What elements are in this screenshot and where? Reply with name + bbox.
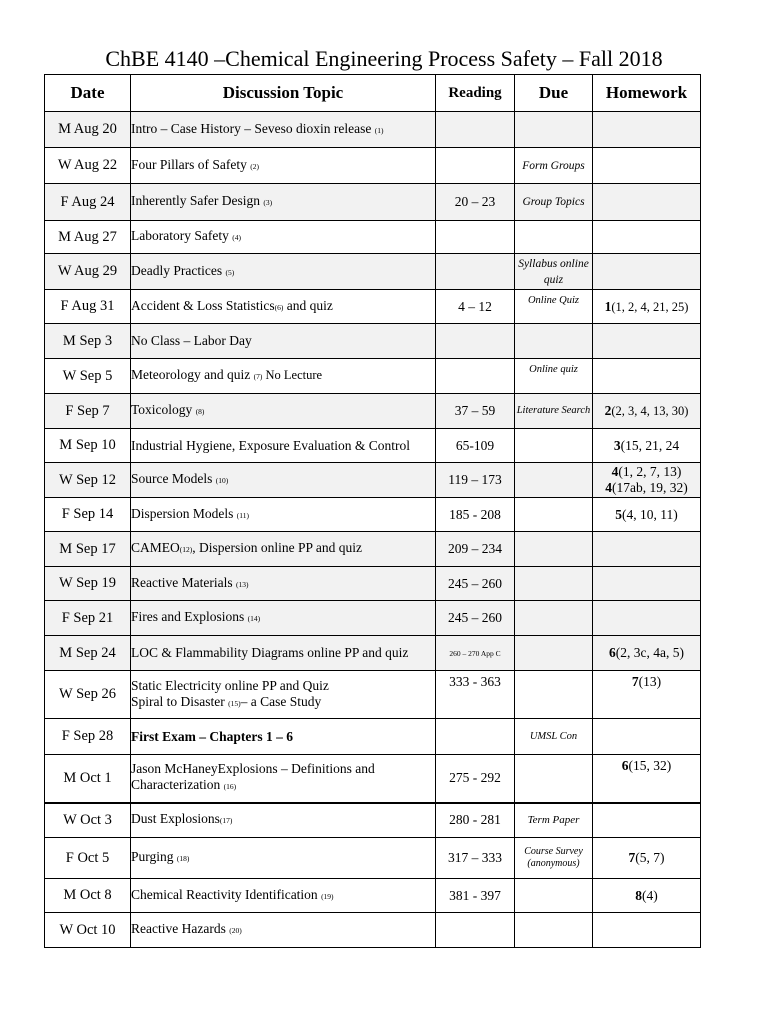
date-cell: W Aug 22 xyxy=(45,148,131,184)
topic-cell xyxy=(131,719,436,755)
header-topic: Discussion Topic xyxy=(131,75,436,112)
topic-text: No Class – Labor Day xyxy=(131,333,252,348)
homework-number: 7 xyxy=(631,674,639,689)
topic-note: (18) xyxy=(176,854,190,863)
topic-note: (13) xyxy=(235,579,249,589)
table-row xyxy=(45,671,701,719)
topic-note: (19) xyxy=(321,891,334,901)
due-cell: Course Survey (anonymous) xyxy=(515,838,593,879)
homework-number: 6 xyxy=(621,758,629,773)
topic-text: Inherently Safer Design xyxy=(131,193,260,208)
due-cell: Term Paper xyxy=(515,803,593,838)
page-title: ChBE 4140 –Chemical Engineering Process Safety – Fall 2018 xyxy=(105,46,663,71)
reading-cell: 209 – 234 xyxy=(436,532,515,567)
table-row xyxy=(45,184,701,221)
due-cell: Literature Search xyxy=(515,394,593,429)
due-cell: Online quiz xyxy=(515,359,593,394)
homework-cell xyxy=(593,221,701,254)
topic-cell xyxy=(131,394,436,429)
homework-cell xyxy=(593,532,701,567)
topic-cell xyxy=(131,359,436,394)
due-cell xyxy=(515,463,593,498)
due-cell xyxy=(515,324,593,359)
topic-text: Laboratory Safety xyxy=(131,228,229,243)
due-cell: Group Topics xyxy=(515,184,593,221)
topic-text: Industrial Hygiene, Exposure Evaluation & Control xyxy=(131,437,410,453)
topic-text: Source Models xyxy=(131,471,213,486)
due-cell xyxy=(515,498,593,532)
due-cell: Syllabus online quiz xyxy=(515,254,593,290)
reading-cell: 280 - 281 xyxy=(436,803,515,838)
topic-cell xyxy=(131,429,436,463)
homework-cell xyxy=(593,636,701,671)
table-row xyxy=(45,324,701,359)
topic-text: Accident & Loss Statistics xyxy=(131,297,275,313)
header-reading: Reading xyxy=(436,75,515,112)
topic-text: Dust Explosions xyxy=(131,811,220,827)
topic-text: CAMEO xyxy=(131,540,180,555)
homework-line xyxy=(593,464,700,480)
reading-cell: 245 – 260 xyxy=(436,567,515,601)
topic-text: Intro – Case History – Seveso dioxin release xyxy=(131,120,372,136)
homework-problems: (13) xyxy=(638,674,662,689)
topic-text: Deadly Practices xyxy=(131,262,223,278)
reading-cell: 275 - 292 xyxy=(436,755,515,803)
date-cell: W Sep 12 xyxy=(45,463,131,498)
table-row xyxy=(45,429,701,463)
topic-cell xyxy=(131,148,436,184)
homework-cell xyxy=(593,601,701,636)
homework-number: 1 xyxy=(604,298,612,314)
topic-text: Chemical Reactivity Identification xyxy=(131,886,318,902)
date-cell: W Aug 29 xyxy=(45,254,131,290)
homework-number: 5 xyxy=(615,506,622,522)
homework-cell xyxy=(593,429,701,463)
topic-text: Fires and Explosions xyxy=(131,609,245,624)
date-cell: M Sep 17 xyxy=(45,532,131,567)
reading-cell: 20 – 23 xyxy=(436,184,515,221)
homework-cell xyxy=(593,463,701,498)
table-row xyxy=(45,879,701,913)
homework-number: 6 xyxy=(609,645,616,660)
date-cell: W Sep 5 xyxy=(45,359,131,394)
topic-text: Meteorology and quiz xyxy=(131,367,251,382)
reading-cell xyxy=(436,324,515,359)
table-row xyxy=(45,532,701,567)
topic-text-after: , Dispersion online PP and quiz xyxy=(192,540,363,555)
homework-cell xyxy=(593,359,701,394)
due-cell: Online Quiz xyxy=(515,290,593,324)
due-cell xyxy=(515,112,593,148)
due-cell xyxy=(515,221,593,254)
date-cell: F Aug 31 xyxy=(45,290,131,324)
homework-cell xyxy=(593,719,701,755)
table-row xyxy=(45,112,701,148)
reading-cell: 4 – 12 xyxy=(436,290,515,324)
homework-number: 4 xyxy=(605,480,612,495)
date-cell: M Oct 1 xyxy=(45,755,131,803)
date-cell: M Aug 20 xyxy=(45,112,131,148)
topic-text-2: Characterization xyxy=(131,777,221,793)
topic-note: (1) xyxy=(374,125,384,135)
reading-cell: 65-109 xyxy=(436,429,515,463)
reading-cell: 260 – 270 App C xyxy=(436,636,515,671)
table-row xyxy=(45,290,701,324)
topic-cell xyxy=(131,324,436,359)
topic-text-2: Spiral to Disaster xyxy=(131,693,225,709)
homework-number: 4 xyxy=(611,464,619,479)
due-cell xyxy=(515,567,593,601)
topic-text: Purging xyxy=(131,849,174,864)
topic-text: First Exam – Chapters 1 – 6 xyxy=(131,728,293,744)
table-row xyxy=(45,601,701,636)
date-cell: F Sep 28 xyxy=(45,719,131,755)
due-cell xyxy=(515,429,593,463)
table-row xyxy=(45,148,701,184)
reading-cell xyxy=(436,112,515,148)
reading-cell xyxy=(436,913,515,948)
reading-cell: 333 - 363 xyxy=(436,671,515,719)
homework-problems: (5, 7) xyxy=(635,850,665,865)
reading-cell: 317 – 333 xyxy=(436,838,515,879)
topic-note: (14) xyxy=(247,614,261,623)
homework-problems: (4) xyxy=(642,887,658,903)
date-cell: F Sep 21 xyxy=(45,601,131,636)
homework-problems: (1, 2, 7, 13) xyxy=(618,464,682,479)
topic-note: (20) xyxy=(229,926,242,935)
topic-cell xyxy=(131,290,436,324)
homework-line xyxy=(593,480,700,496)
topic-cell xyxy=(131,184,436,221)
topic-note: (3) xyxy=(263,198,273,207)
homework-problems: (2, 3, 4, 13, 30) xyxy=(611,404,689,418)
reading-cell xyxy=(436,221,515,254)
date-cell: W Oct 10 xyxy=(45,913,131,948)
topic-text-after: and quiz xyxy=(283,297,333,313)
homework-cell xyxy=(593,148,701,184)
topic-text: Jason McHaneyExplosions – Definitions and xyxy=(131,761,375,777)
reading-cell xyxy=(436,148,515,184)
topic-cell xyxy=(131,879,436,913)
topic-cell xyxy=(131,112,436,148)
homework-cell xyxy=(593,671,701,719)
topic-line-2 xyxy=(131,694,435,712)
homework-number: 8 xyxy=(635,887,642,903)
date-cell: M Aug 27 xyxy=(45,221,131,254)
date-cell: M Sep 24 xyxy=(45,636,131,671)
topic-cell xyxy=(131,755,436,803)
table-row xyxy=(45,498,701,532)
header-date: Date xyxy=(45,75,131,112)
topic-note: (8) xyxy=(195,407,205,416)
topic-cell xyxy=(131,838,436,879)
homework-cell xyxy=(593,567,701,601)
table-row xyxy=(45,913,701,948)
date-cell: M Sep 3 xyxy=(45,324,131,359)
homework-cell xyxy=(593,755,701,803)
date-cell: F Sep 14 xyxy=(45,498,131,532)
table-row xyxy=(45,359,701,394)
topic-cell xyxy=(131,254,436,290)
date-cell: F Aug 24 xyxy=(45,184,131,221)
topic-text: LOC & Flammability Diagrams online PP and quiz xyxy=(131,645,409,660)
due-cell xyxy=(515,671,593,719)
table-row xyxy=(45,221,701,254)
due-cell: Form Groups xyxy=(515,148,593,184)
topic-note: (16) xyxy=(223,782,237,792)
date-cell: F Oct 5 xyxy=(45,838,131,879)
due-cell xyxy=(515,532,593,567)
due-cell xyxy=(515,755,593,803)
homework-number: 7 xyxy=(628,850,636,865)
table-row xyxy=(45,394,701,429)
topic-cell xyxy=(131,463,436,498)
topic-note: (7) xyxy=(253,372,263,381)
table-row xyxy=(45,254,701,290)
topic-text: Reactive Hazards xyxy=(131,921,226,936)
date-cell: F Sep 7 xyxy=(45,394,131,429)
topic-note: (2) xyxy=(250,161,259,171)
topic-cell xyxy=(131,636,436,671)
homework-cell xyxy=(593,324,701,359)
topic-cell xyxy=(131,671,436,719)
due-cell xyxy=(515,601,593,636)
date-cell: M Sep 10 xyxy=(45,429,131,463)
topic-note: (11) xyxy=(236,510,249,520)
topic-note: (5) xyxy=(225,267,235,277)
topic-text: Static Electricity online PP and Quiz xyxy=(131,677,329,693)
table-row xyxy=(45,755,701,803)
reading-cell: 185 - 208 xyxy=(436,498,515,532)
homework-cell xyxy=(593,838,701,879)
topic-cell xyxy=(131,498,436,532)
topic-cell xyxy=(131,567,436,601)
date-cell: W Sep 19 xyxy=(45,567,131,601)
reading-cell xyxy=(436,719,515,755)
homework-problems: (17ab, 19, 32) xyxy=(612,480,688,495)
homework-number: 3 xyxy=(613,437,621,453)
table-row xyxy=(45,719,701,755)
homework-cell xyxy=(593,498,701,532)
table-row xyxy=(45,567,701,601)
topic-line-2 xyxy=(131,777,435,795)
topic-text-after: No Lecture xyxy=(262,368,323,382)
topic-text: Dispersion Models xyxy=(131,505,234,521)
table-row xyxy=(45,636,701,671)
reading-cell xyxy=(436,254,515,290)
header-due: Due xyxy=(515,75,593,112)
date-cell: W Oct 3 xyxy=(45,803,131,838)
topic-cell xyxy=(131,221,436,254)
homework-cell xyxy=(593,394,701,429)
table-row xyxy=(45,803,701,838)
table-row xyxy=(45,463,701,498)
topic-note: (4) xyxy=(232,233,241,242)
topic-text: Four Pillars of Safety xyxy=(131,156,247,172)
topic-cell xyxy=(131,803,436,838)
homework-cell xyxy=(593,112,701,148)
reading-cell: 245 – 260 xyxy=(436,601,515,636)
topic-note: (17) xyxy=(219,816,233,826)
header-row xyxy=(45,75,701,112)
homework-cell xyxy=(593,879,701,913)
due-cell xyxy=(515,913,593,948)
reading-cell: 119 – 173 xyxy=(436,463,515,498)
homework-cell xyxy=(593,254,701,290)
homework-cell xyxy=(593,290,701,324)
topic-cell xyxy=(131,601,436,636)
homework-cell xyxy=(593,913,701,948)
reading-cell: 37 – 59 xyxy=(436,394,515,429)
topic-note: (10) xyxy=(215,476,229,485)
homework-cell xyxy=(593,184,701,221)
homework-problems: (15, 32) xyxy=(628,758,672,773)
schedule-table xyxy=(44,74,701,948)
header-homework: Homework xyxy=(593,75,701,112)
topic-note: (15) xyxy=(228,698,241,708)
homework-problems: (4, 10, 11) xyxy=(622,506,678,522)
date-cell: W Sep 26 xyxy=(45,671,131,719)
homework-problems: (15, 21, 24 xyxy=(620,437,680,453)
due-cell xyxy=(515,636,593,671)
topic-text: Reactive Materials xyxy=(131,574,233,590)
topic-text-after: – a Case Study xyxy=(240,693,322,709)
topic-cell xyxy=(131,532,436,567)
homework-number: 2 xyxy=(604,403,612,418)
topic-note: (6) xyxy=(274,302,284,312)
topic-note: (12) xyxy=(179,545,193,554)
table-row xyxy=(45,838,701,879)
homework-problems: (1, 2, 4, 21, 25) xyxy=(611,299,689,314)
due-cell xyxy=(515,879,593,913)
homework-cell xyxy=(593,803,701,838)
reading-cell: 381 - 397 xyxy=(436,879,515,913)
date-cell: M Oct 8 xyxy=(45,879,131,913)
due-cell: UMSL Con xyxy=(515,719,593,755)
homework-problems: (2, 3c, 4a, 5) xyxy=(615,645,684,660)
topic-text: Toxicology xyxy=(131,402,193,417)
reading-cell xyxy=(436,359,515,394)
topic-cell xyxy=(131,913,436,948)
